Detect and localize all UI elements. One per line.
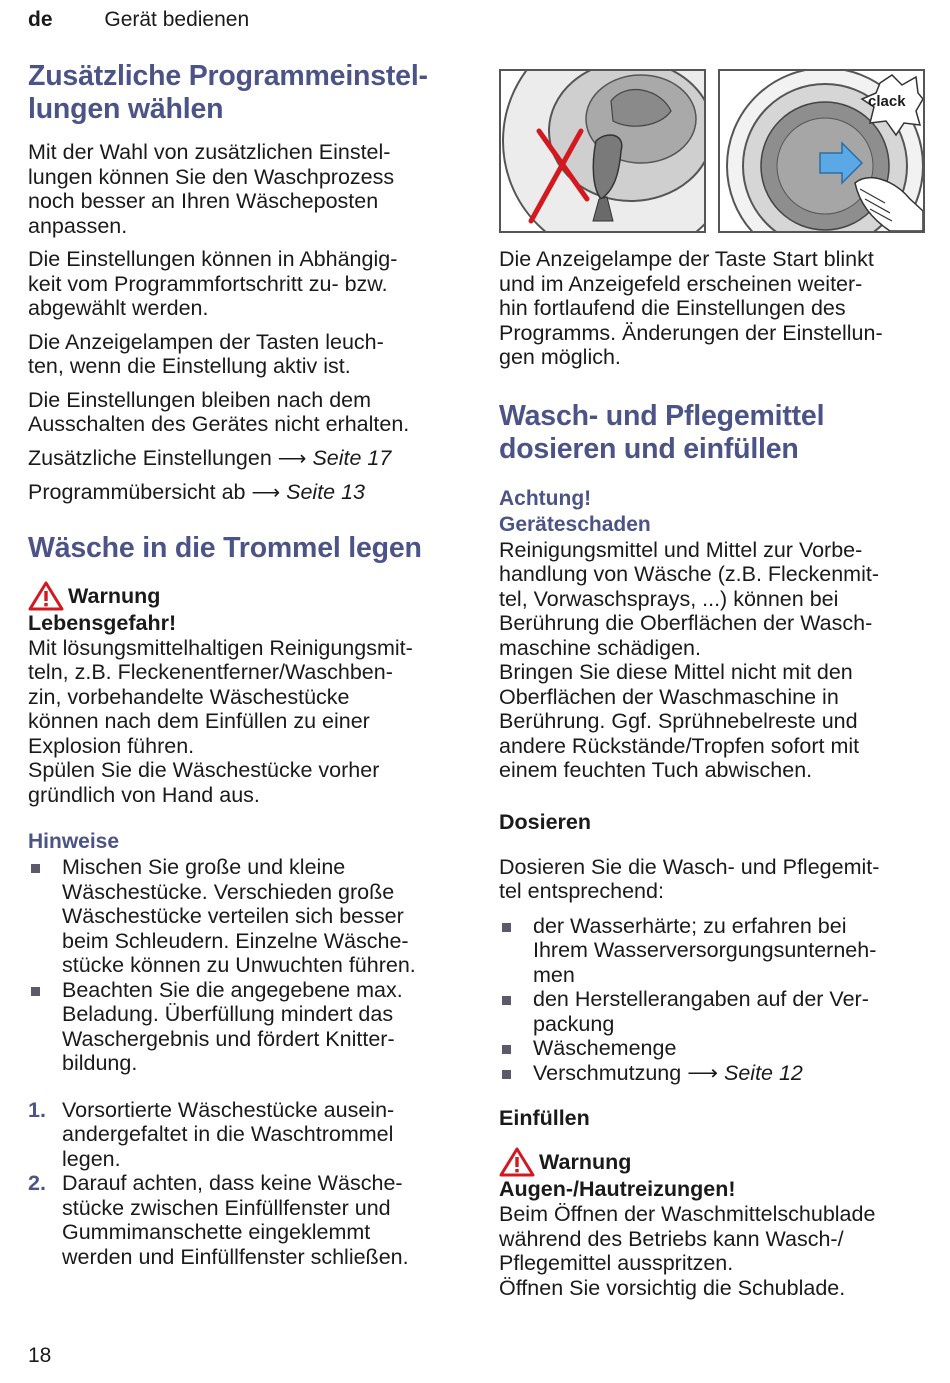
caution-label: Achtung! bbox=[499, 486, 592, 510]
heading-fill: Einfüllen bbox=[499, 1106, 590, 1130]
arrow-right-icon: ⟶ bbox=[251, 482, 281, 504]
list-item: der Wasserhärte; zu erfahren bei Ihrem Wasserversorgungsunterneh- men bbox=[499, 914, 929, 988]
heading-load-laundry: Wäsche in die Trommel legen bbox=[28, 531, 422, 564]
illustration-row bbox=[499, 69, 929, 233]
ref-text: Zusätzliche Einstellungen bbox=[28, 445, 272, 470]
warning-body: Mit lösungsmittelhaltigen Reinigungsmit- teln, z.B. Fleckenentferner/Waschben- zin, vorbehandelte Wäschestücke können nach dem Einfüllen zu einer Explosion führen. Spülen Sie die Wäschestücke vorher gründlich von Hand aus. bbox=[28, 635, 413, 807]
page-reference-link[interactable]: Seite 17 bbox=[312, 445, 392, 470]
paragraph: Mit der Wahl von zusätzlichen Einstel- lungen können Sie den Waschprozess noch besser an Ihren Wäscheposten anpassen. bbox=[28, 140, 395, 238]
paragraph: Die Anzeigelampe der Taste Start blinkt und im Anzeigefeld erscheinen weiter- hin fortlaufend die Einstellungen des Programms. Änderungen der Einstellun- gen möglich. bbox=[499, 247, 883, 369]
arrow-right-icon: ⟶ bbox=[277, 447, 307, 470]
page-reference-link[interactable]: Seite 12 bbox=[724, 1060, 803, 1085]
dose-list bbox=[499, 914, 929, 1086]
drum-clamped-laundry-illustration bbox=[501, 71, 704, 231]
language-code: de bbox=[28, 8, 53, 31]
paragraph: Die Anzeigelampen der Tasten leuch- ten, wenn die Einstellung aktiv ist. bbox=[28, 329, 384, 378]
page-reference-link[interactable]: Seite 13 bbox=[286, 480, 366, 504]
caution-body: Reinigungsmittel und Mittel zur Vorbe- handlung von Wäsche (z.B. Fleckenmit- tel, Vorwaschsprays, ...) können bei Berührung die Oberflächen der Wasch- maschine schädigen. Bringen Sie diese Mittel nicht mit den Oberflächen der Waschmaschine in Berührung. Ggf. Sprühnebelreste und andere Rückstände/Tropfen sofort mit einem feuchten Tuch abwischen. bbox=[499, 537, 879, 782]
cross-reference bbox=[28, 446, 468, 472]
warning-label bbox=[499, 1147, 929, 1177]
notes-list bbox=[28, 855, 468, 1076]
page-header bbox=[28, 8, 249, 32]
ref-text: Programmübersicht ab bbox=[28, 480, 246, 504]
right-column bbox=[499, 69, 929, 1309]
caution-title: Geräteschaden bbox=[499, 512, 651, 536]
page-number: 18 bbox=[28, 1344, 52, 1367]
step-item bbox=[28, 1171, 468, 1269]
list-item: Beachten Sie die angegebene max. Beladung. Überfüllung mindert das Waschergebnis und fördert Knitter- bildung. bbox=[28, 978, 468, 1076]
warning-label bbox=[28, 581, 468, 611]
warning-triangle-icon bbox=[499, 1147, 535, 1177]
warning-body: Beim Öffnen der Waschmittelschublade während des Betriebs kann Wasch-/ Pflegemittel ausspritzen. Öffnen Sie vorsichtig die Schublade. bbox=[499, 1202, 876, 1300]
notes-label: Hinweise bbox=[28, 830, 120, 853]
left-column bbox=[28, 60, 468, 1269]
ref-text: Verschmutzung bbox=[533, 1060, 682, 1085]
list-item: Mischen Sie große und kleine Wäschestücke. Verschieden große Wäschestücke verteilen sich besser beim Schleudern. Einzelne Wäsche- stücke können zu Unwuchten führen. bbox=[28, 855, 468, 978]
paragraph: Die Einstellungen bleiben nach dem Ausschalten des Gerätes nicht erhalten. bbox=[28, 387, 410, 436]
paragraph: Die Einstellungen können in Abhängig- keit vom Programmfortschritt zu- bzw. abgewählt werden. bbox=[28, 247, 398, 320]
heading-dose: Dosieren bbox=[499, 809, 592, 834]
step-number: 2. bbox=[28, 1171, 46, 1195]
illustration-close-door bbox=[718, 69, 925, 233]
steps-list bbox=[28, 1098, 468, 1270]
warning-text: Warnung bbox=[539, 1150, 632, 1174]
warning-triangle-icon bbox=[28, 581, 64, 611]
arrow-right-icon: ⟶ bbox=[687, 1060, 719, 1085]
list-item bbox=[499, 1061, 929, 1086]
paragraph: Dosieren Sie die Wasch- und Pflegemit- tel entsprechend: bbox=[499, 854, 880, 903]
heading-detergent: Wasch- und Pflegemittel dosieren und einfüllen bbox=[499, 399, 825, 465]
illustration-wrong-loading bbox=[499, 69, 706, 233]
list-item: den Herstellerangaben auf der Ver- packung bbox=[499, 987, 929, 1036]
step-item bbox=[28, 1098, 468, 1172]
clack-sound-label: clack bbox=[868, 93, 906, 110]
step-text: Vorsortierte Wäschestücke ausein- andergefaltet in die Waschtrommel legen. bbox=[62, 1097, 395, 1171]
warning-title: Augen-/Hautreizungen! bbox=[499, 1177, 736, 1201]
list-item: Wäschemenge bbox=[499, 1036, 929, 1061]
warning-text: Warnung bbox=[68, 583, 161, 608]
section-title: Gerät bedienen bbox=[104, 8, 250, 31]
warning-title: Lebensgefahr! bbox=[28, 610, 177, 635]
step-text: Darauf achten, dass keine Wäsche- stücke zwischen Einfüllfenster und Gummimanschette eingeklemmt werden und Einfüllfenster schließen. bbox=[62, 1171, 409, 1269]
step-number: 1. bbox=[28, 1097, 46, 1122]
cross-reference bbox=[28, 480, 468, 506]
heading-program-settings: Zusätzliche Programmeinstel- lungen wählen bbox=[28, 60, 428, 125]
